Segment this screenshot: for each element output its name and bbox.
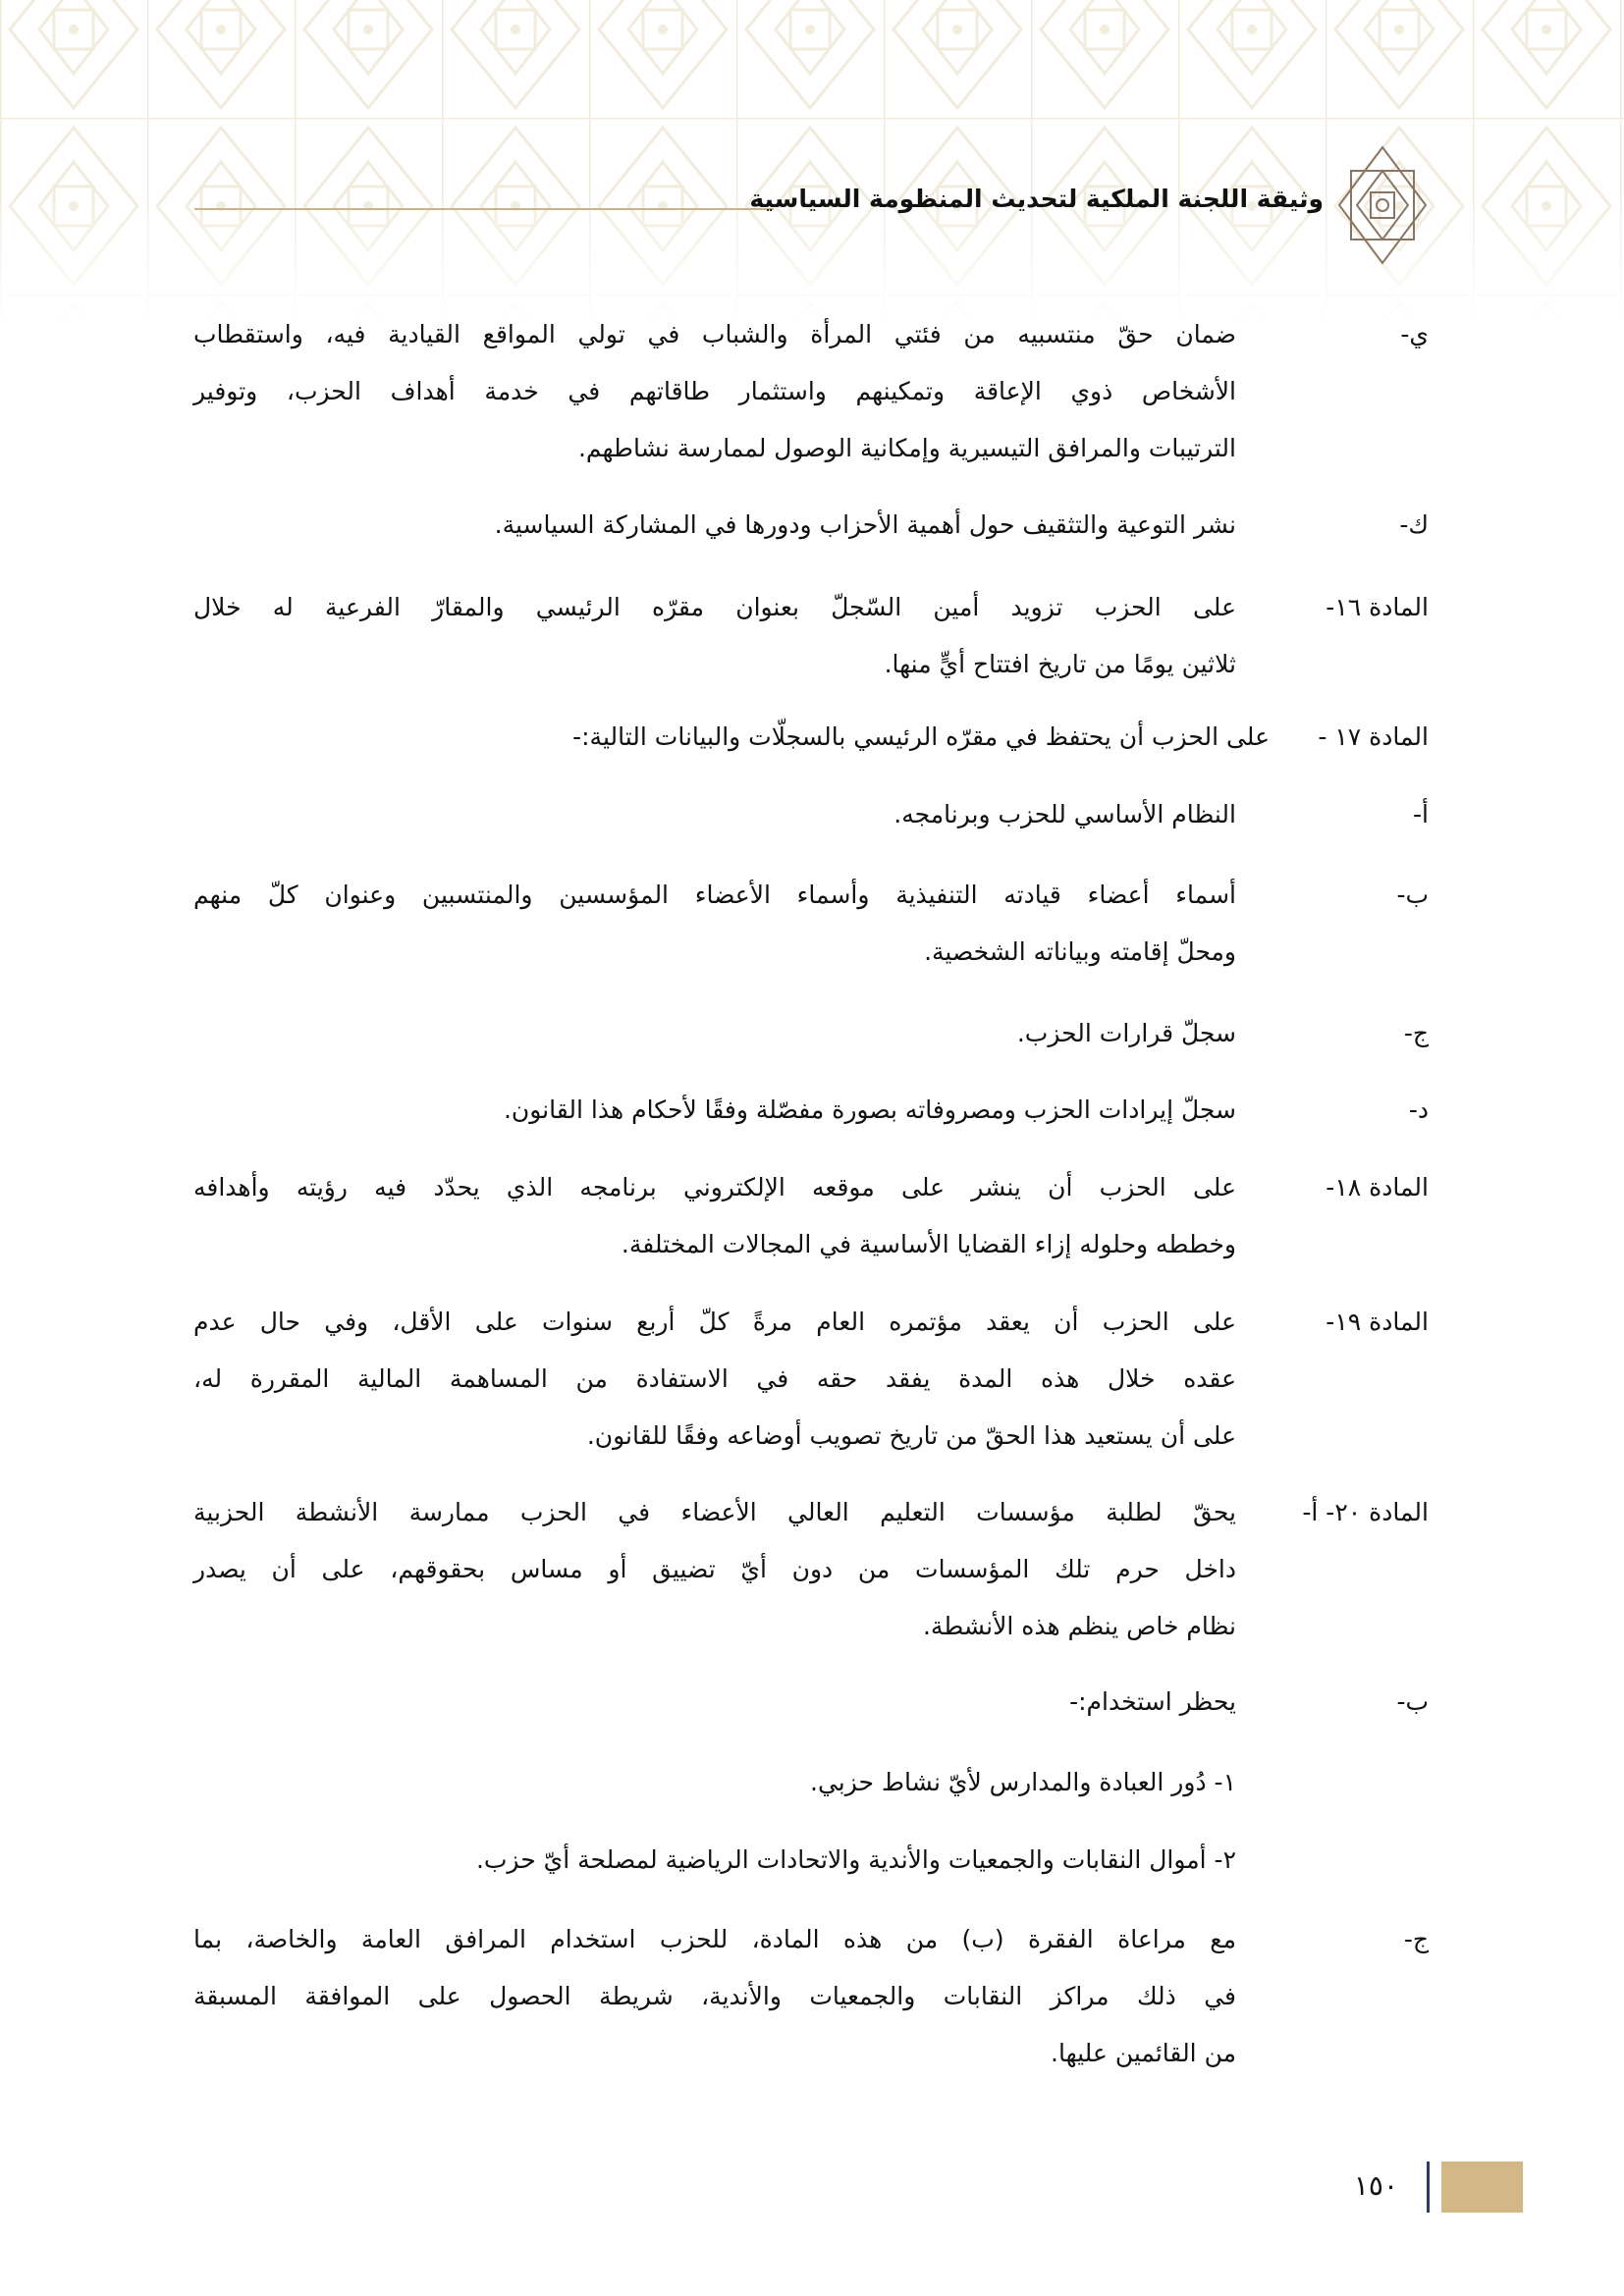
text-line: في ذلك مراكز النقابات والجمعيات والأندية، شريطة الحصول على الموافقة المسبقة [193, 1982, 1236, 2010]
clause-label: ك- [1399, 510, 1429, 539]
text-line: ١- دُور العبادة والمدارس لأيّ نشاط حزبي. [810, 1768, 1236, 1796]
header-rule [194, 208, 774, 210]
clause-label: ب- [1396, 881, 1429, 909]
text-line: على الحزب أن ينشر على موقعه الإلكتروني برنامجه الذي يحدّد فيه رؤيته وأهدافه [193, 1173, 1236, 1201]
page-number-separator [1427, 2162, 1430, 2213]
page-accent-bar [1441, 2162, 1523, 2213]
text-line: ٢- أموال النقابات والجمعيات والأندية والاتحادات الرياضية لمصلحة أيّ حزب. [475, 1845, 1236, 1874]
clause-text [193, 1005, 1236, 1062]
clause-text [193, 786, 1236, 843]
clause-label: المادة ١٧ - [1318, 722, 1429, 751]
text-line: أسماء أعضاء قيادته التنفيذية وأسماء الأعضاء المؤسسين والمنتسبين وعنوان كلّ منهم [193, 881, 1236, 909]
clause-label: المادة ٢٠- أ- [1302, 1498, 1429, 1526]
clause-text [193, 1484, 1236, 1655]
clause-text [193, 306, 1236, 477]
text-line: يحقّ لطلبة مؤسسات التعليم العالي الأعضاء في الحزب ممارسة الأنشطة الحزبية [193, 1498, 1236, 1526]
text-line: مع مراعاة الفقرة (ب) من هذه المادة، للحزب استخدام المرافق العامة والخاصة، بما [193, 1925, 1236, 1953]
text-line: يحظر استخدام:- [1069, 1687, 1236, 1716]
text-line: ومحلّ إقامته وبياناته الشخصية. [924, 937, 1236, 966]
text-line: سجلّ إيرادات الحزب ومصروفاته بصورة مفصّلة وفقًا لأحكام هذا القانون. [503, 1095, 1236, 1124]
text-line: ثلاثين يومًا من تاريخ افتتاح أيٍّ منها. [884, 650, 1236, 678]
emblem-icon [1337, 145, 1428, 265]
clause-label: المادة ١٨- [1326, 1173, 1429, 1201]
clause-text [193, 1754, 1236, 1811]
clause-text [227, 709, 1270, 766]
clause-label: د- [1408, 1095, 1429, 1124]
text-line: ضمان حقّ منتسبيه من فئتي المرأة والشباب في تولي المواقع القيادية فيه، واستقطاب [193, 320, 1236, 348]
clause-label: ج- [1403, 1019, 1429, 1047]
clause-label: ي- [1400, 320, 1429, 348]
clause-text [193, 1082, 1236, 1139]
clause-text [193, 1911, 1236, 2082]
clause-text [193, 497, 1236, 554]
text-line: على الحزب أن يحتفظ في مقرّه الرئيسي بالسجلّات والبيانات التالية:- [572, 722, 1270, 751]
text-line: نظام خاص ينظم هذه الأنشطة. [922, 1612, 1236, 1640]
text-line: النظام الأساسي للحزب وبرنامجه. [893, 800, 1236, 828]
text-line: نشر التوعية والتثقيف حول أهمية الأحزاب ودورها في المشاركة السياسية. [494, 510, 1236, 539]
text-line: على أن يستعيد هذا الحقّ من تاريخ تصويب أوضاعه وفقًا للقانون. [586, 1421, 1236, 1450]
text-line: من القائمين عليها. [1051, 2039, 1236, 2067]
clause-text [193, 1159, 1236, 1273]
page-number: ١٥٠ [1353, 2169, 1398, 2202]
text-line: سجلّ قرارات الحزب. [1016, 1019, 1236, 1047]
text-line: على الحزب أن يعقد مؤتمره العام مرةً كلّ أربع سنوات على الأقل، وفي حال عدم [193, 1308, 1236, 1336]
clause-label: المادة ١٦- [1326, 593, 1429, 621]
text-line: داخل حرم تلك المؤسسات من دون أيّ تضييق أو مساس بحقوقهم، على أن يصدر [193, 1555, 1236, 1583]
clause-label: أ- [1413, 800, 1429, 828]
clause-text [193, 1832, 1236, 1889]
clause-text [193, 579, 1236, 693]
text-line: الترتيبات والمرافق التيسيرية وإمكانية الوصول لممارسة نشاطهم. [577, 434, 1236, 462]
clause-label: ب- [1396, 1687, 1429, 1716]
clause-text [193, 1294, 1236, 1465]
text-line: الأشخاص ذوي الإعاقة وتمكينهم واستثمار طاقاتهم في خدمة أهداف الحزب، وتوفير [193, 377, 1236, 405]
clause-label: المادة ١٩- [1326, 1308, 1429, 1336]
text-line: على الحزب تزويد أمين السّجلّ بعنوان مقرّه الرئيسي والمقارّ الفرعية له خلال [193, 593, 1236, 621]
document-title: وثيقة اللجنة الملكية لتحديث المنظومة السياسية [749, 185, 1324, 213]
clause-text [193, 867, 1236, 981]
clause-text [193, 1674, 1236, 1731]
text-line: وخططه وحلوله إزاء القضايا الأساسية في المجالات المختلفة. [621, 1230, 1236, 1258]
text-line: عقده خلال هذه المدة يفقد حقه في الاستفادة من المساهمة المالية المقررة له، [193, 1364, 1236, 1393]
clause-label: ج- [1403, 1925, 1429, 1953]
